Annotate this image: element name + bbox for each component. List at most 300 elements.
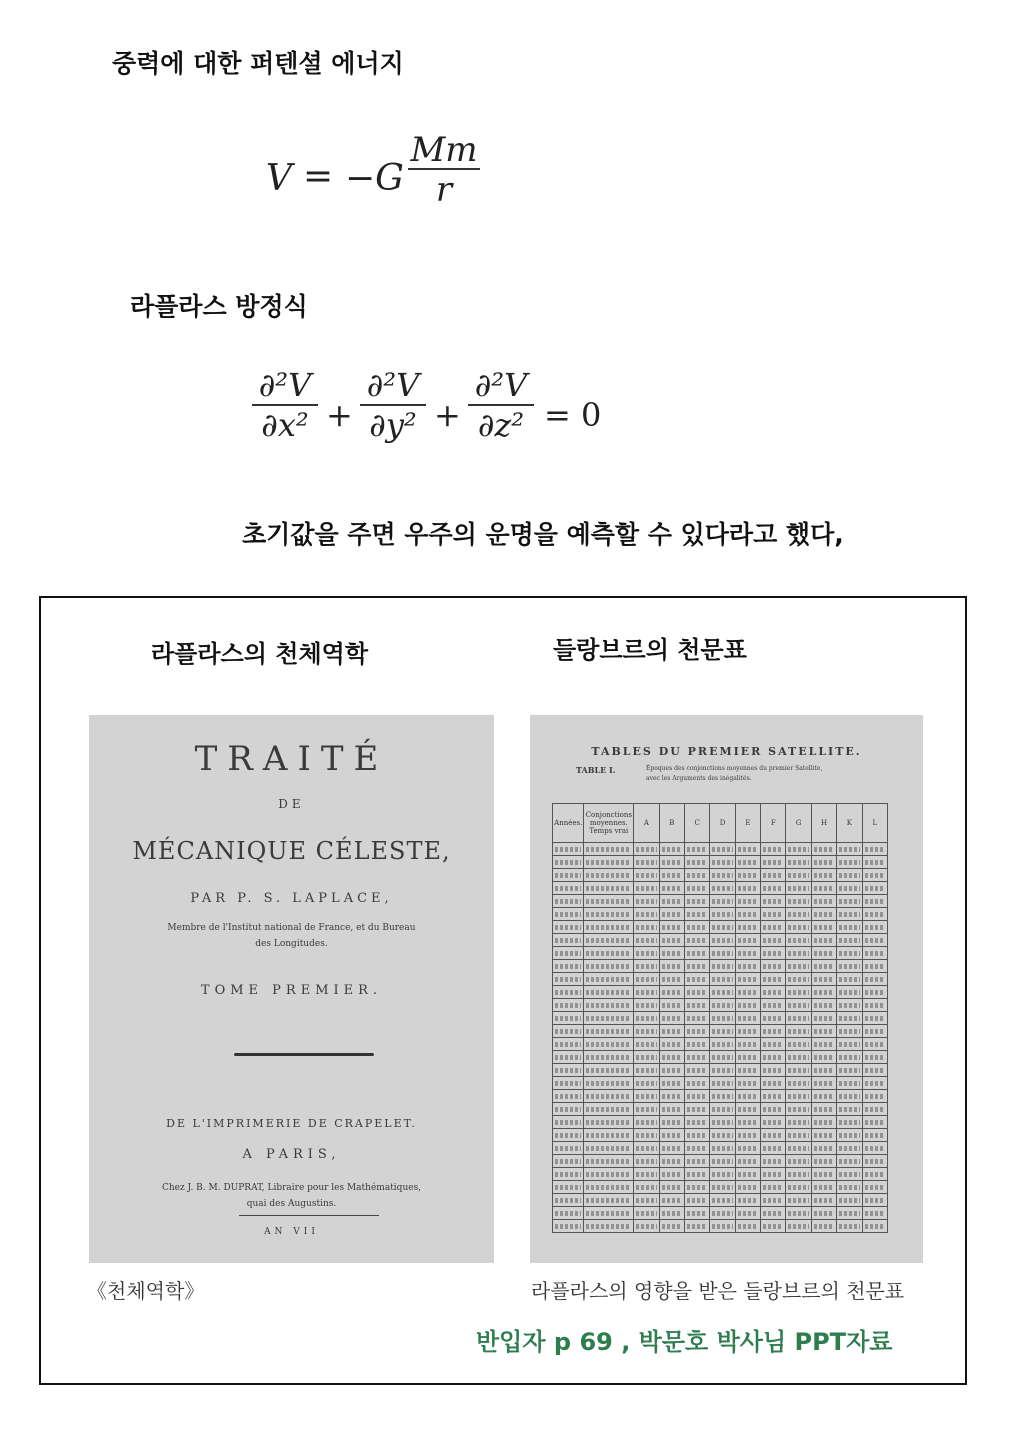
ephemeris-row: [553, 960, 888, 973]
ephemeris-cell: [837, 869, 862, 882]
left-panel-title: 라플라스의 천체역학: [151, 640, 369, 668]
ephemeris-cell: [837, 1090, 862, 1103]
ephemeris-cell: [584, 1038, 634, 1051]
ephemeris-cell: [786, 869, 811, 882]
ephemeris-cell: [584, 1194, 634, 1207]
ephemeris-cell: [761, 999, 786, 1012]
ephemeris-cell: [837, 856, 862, 869]
ephemeris-cell: [862, 1116, 887, 1129]
ephemeris-cell: [862, 1012, 887, 1025]
ephemeris-cell: [761, 1090, 786, 1103]
ephemeris-cell: [553, 843, 584, 856]
ephemeris-cell: [786, 843, 811, 856]
ephemeris-cell: [735, 1142, 760, 1155]
ephemeris-cell: [837, 1064, 862, 1077]
ephemeris-cell: [659, 1142, 684, 1155]
ephemeris-cell: [837, 843, 862, 856]
ephemeris-cell: [811, 1012, 836, 1025]
ephemeris-cell: [837, 947, 862, 960]
ephemeris-cell: [659, 1025, 684, 1038]
ephemeris-cell: [786, 1116, 811, 1129]
photo-tome: TOME PREMIER.: [200, 983, 383, 998]
ephemeris-row: [553, 1090, 888, 1103]
table-desc-line2: avec les Arguments des inégalités.: [646, 775, 752, 782]
ornamental-rule: [234, 1053, 374, 1056]
ephemeris-cell: [862, 843, 887, 856]
ephemeris-cell: [659, 1181, 684, 1194]
ephemeris-cell: [684, 1025, 709, 1038]
ephemeris-cell: [634, 869, 659, 882]
ephemeris-cell: [786, 1051, 811, 1064]
ephemeris-cell: [862, 1207, 887, 1220]
ephemeris-cell: [735, 1155, 760, 1168]
ephemeris-cell: [584, 843, 634, 856]
ephemeris-cell: [837, 1025, 862, 1038]
ephemeris-col-header: G: [786, 804, 811, 843]
ephemeris-cell: [659, 921, 684, 934]
ephemeris-cell: [811, 1181, 836, 1194]
ephemeris-cell: [684, 895, 709, 908]
ephemeris-cell: [684, 1155, 709, 1168]
ephemeris-cell: [634, 1181, 659, 1194]
tables-title: TABLES DU PREMIER SATELLITE.: [591, 745, 862, 758]
ephemeris-col-header: L: [862, 804, 887, 843]
ephemeris-cell: [735, 986, 760, 999]
ephemeris-col-header: K: [837, 804, 862, 843]
ephemeris-cell: [735, 1038, 760, 1051]
ephemeris-cell: [837, 1220, 862, 1233]
ephemeris-cell: [684, 856, 709, 869]
table-desc-line1: Époques des conjonctions moyennes du premier Satellite,: [646, 765, 823, 772]
ephemeris-cell: [811, 1168, 836, 1181]
ephemeris-cell: [862, 1064, 887, 1077]
ephemeris-cell: [710, 921, 735, 934]
ephemeris-cell: [584, 1181, 634, 1194]
ephemeris-cell: [684, 1051, 709, 1064]
right-photo-caption: 라플라스의 영향을 받은 들랑브르의 천문표: [531, 1279, 905, 1303]
ephemeris-cell: [811, 1129, 836, 1142]
ephemeris-cell: [811, 1051, 836, 1064]
ephemeris-cell: [584, 1142, 634, 1155]
ephemeris-cell: [684, 843, 709, 856]
ephemeris-cell: [761, 1220, 786, 1233]
laplace-term-z: [468, 366, 534, 444]
ephemeris-cell: [761, 960, 786, 973]
ephemeris-col-header: E: [735, 804, 760, 843]
ephemeris-cell: [684, 986, 709, 999]
ephemeris-cell: [811, 1207, 836, 1220]
ephemeris-cell: [735, 895, 760, 908]
formula-numerator: Mm: [410, 130, 478, 170]
laplace-term-z-numerator: ∂²V: [474, 366, 528, 404]
ephemeris-row: [553, 1077, 888, 1090]
ephemeris-cell: [584, 921, 634, 934]
ephemeris-table: [552, 803, 888, 1233]
ephemeris-cell: [684, 1064, 709, 1077]
ephemeris-cell: [786, 1168, 811, 1181]
ephemeris-cell: [811, 999, 836, 1012]
photo-title: TRAITÉ: [194, 739, 389, 779]
ephemeris-cell: [761, 1077, 786, 1090]
ephemeris-cell: [761, 1012, 786, 1025]
ephemeris-col-header: C: [684, 804, 709, 843]
ephemeris-cell: [634, 1090, 659, 1103]
ephemeris-cell: [761, 1064, 786, 1077]
ephemeris-cell: [837, 882, 862, 895]
formula-denominator: r: [435, 170, 453, 210]
ephemeris-cell: [735, 973, 760, 986]
ephemeris-cell: [553, 895, 584, 908]
ephemeris-cell: [862, 908, 887, 921]
formula-coeff: −G: [345, 158, 404, 199]
ephemeris-cell: [786, 882, 811, 895]
ephemeris-row: [553, 986, 888, 999]
ephemeris-cell: [862, 1181, 887, 1194]
ephemeris-cell: [684, 921, 709, 934]
ephemeris-cell: [735, 1064, 760, 1077]
ephemeris-cell: [735, 882, 760, 895]
ephemeris-cell: [710, 1168, 735, 1181]
ephemeris-cell: [584, 960, 634, 973]
ephemeris-cell: [837, 921, 862, 934]
source-credit: 반입자 p 69 , 박문호 박사님 PPT자료: [476, 1328, 893, 1356]
ephemeris-cell: [862, 1168, 887, 1181]
ephemeris-cell: [735, 1025, 760, 1038]
ephemeris-cell: [811, 921, 836, 934]
ephemeris-cell: [786, 947, 811, 960]
ephemeris-cell: [786, 1194, 811, 1207]
ephemeris-cell: [862, 1129, 887, 1142]
ephemeris-cell: [862, 1077, 887, 1090]
ephemeris-cell: [735, 947, 760, 960]
ephemeris-cell: [553, 1207, 584, 1220]
ephemeris-col-header: Années.: [553, 804, 584, 843]
ephemeris-cell: [811, 1064, 836, 1077]
ephemeris-row: [553, 1064, 888, 1077]
ephemeris-cell: [584, 1064, 634, 1077]
ephemeris-cell: [634, 1155, 659, 1168]
ephemeris-cell: [735, 1129, 760, 1142]
ephemeris-cell: [684, 1090, 709, 1103]
ephemeris-cell: [710, 1038, 735, 1051]
ephemeris-cell: [862, 1051, 887, 1064]
ephemeris-cell: [837, 973, 862, 986]
ephemeris-cell: [735, 843, 760, 856]
ephemeris-cell: [553, 1116, 584, 1129]
ephemeris-cell: [710, 1142, 735, 1155]
ephemeris-cell: [659, 908, 684, 921]
ephemeris-cell: [837, 1142, 862, 1155]
ephemeris-cell: [659, 869, 684, 882]
ephemeris-cell: [735, 1194, 760, 1207]
ephemeris-cell: [659, 1051, 684, 1064]
ephemeris-cell: [553, 882, 584, 895]
ephemeris-cell: [553, 947, 584, 960]
ephemeris-col-header: A: [634, 804, 659, 843]
ephemeris-row: [553, 869, 888, 882]
ephemeris-cell: [761, 934, 786, 947]
ephemeris-cell: [811, 1025, 836, 1038]
ephemeris-cell: [761, 882, 786, 895]
ephemeris-row: [553, 1168, 888, 1181]
ephemeris-row: [553, 908, 888, 921]
ephemeris-cell: [811, 1038, 836, 1051]
ephemeris-cell: [584, 1051, 634, 1064]
ephemeris-cell: [761, 1103, 786, 1116]
ephemeris-cell: [659, 843, 684, 856]
ephemeris-cell: [584, 999, 634, 1012]
ephemeris-cell: [553, 1220, 584, 1233]
ephemeris-cell: [584, 882, 634, 895]
ephemeris-cell: [634, 1129, 659, 1142]
ephemeris-cell: [634, 1168, 659, 1181]
formula-equals: =: [303, 156, 334, 197]
ephemeris-cell: [862, 1090, 887, 1103]
image-panel: [39, 596, 967, 1385]
ephemeris-cell: [684, 1077, 709, 1090]
ephemeris-cell: [553, 1129, 584, 1142]
ephemeris-cell: [710, 1181, 735, 1194]
ephemeris-cell: [786, 908, 811, 921]
ephemeris-cell: [837, 1168, 862, 1181]
ephemeris-row: [553, 1220, 888, 1233]
ephemeris-cell: [811, 1155, 836, 1168]
ephemeris-row: [553, 882, 888, 895]
ephemeris-cell: [761, 869, 786, 882]
ephemeris-cell: [584, 856, 634, 869]
ephemeris-cell: [634, 1194, 659, 1207]
ephemeris-cell: [862, 1142, 887, 1155]
ephemeris-cell: [862, 882, 887, 895]
ephemeris-cell: [634, 882, 659, 895]
ephemeris-cell: [584, 934, 634, 947]
laplace-term-x-numerator: ∂²V: [258, 366, 312, 404]
ephemeris-cell: [811, 1103, 836, 1116]
ephemeris-cell: [761, 1194, 786, 1207]
ephemeris-cell: [862, 1155, 887, 1168]
ephemeris-row: [553, 1025, 888, 1038]
ephemeris-row: [553, 895, 888, 908]
ephemeris-cell: [786, 973, 811, 986]
ephemeris-cell: [786, 1077, 811, 1090]
ephemeris-cell: [735, 1090, 760, 1103]
ephemeris-cell: [786, 856, 811, 869]
ephemeris-cell: [710, 986, 735, 999]
ephemeris-cell: [684, 947, 709, 960]
ephemeris-cell: [684, 1103, 709, 1116]
laplace-rhs: = 0: [544, 396, 602, 434]
ephemeris-cell: [584, 1090, 634, 1103]
ephemeris-cell: [659, 1064, 684, 1077]
laplace-term-y: [360, 366, 426, 444]
ephemeris-cell: [553, 869, 584, 882]
ephemeris-cell: [684, 1129, 709, 1142]
ephemeris-cell: [862, 1025, 887, 1038]
ephemeris-cell: [659, 1129, 684, 1142]
ephemeris-cell: [710, 1077, 735, 1090]
ephemeris-cell: [786, 1012, 811, 1025]
ephemeris-cell: [553, 986, 584, 999]
ephemeris-row: [553, 1155, 888, 1168]
ephemeris-cell: [684, 973, 709, 986]
ephemeris-row: [553, 1142, 888, 1155]
ephemeris-cell: [837, 1051, 862, 1064]
ephemeris-cell: [710, 1103, 735, 1116]
ephemeris-cell: [634, 1116, 659, 1129]
ephemeris-cell: [837, 1194, 862, 1207]
photo-member-line1: Membre de l'Institut national de France, et du Bureau: [167, 923, 416, 933]
laplace-term-z-denominator: ∂z²: [477, 406, 525, 444]
ephemeris-col-header: Conjonctions moyennes. Temps vrai: [584, 804, 634, 843]
ephemeris-cell: [811, 856, 836, 869]
ephemeris-cell: [710, 973, 735, 986]
ephemeris-cell: [761, 856, 786, 869]
ephemeris-cell: [862, 895, 887, 908]
ephemeris-cell: [811, 1090, 836, 1103]
ephemeris-cell: [684, 1194, 709, 1207]
ephemeris-cell: [811, 947, 836, 960]
ephemeris-cell: [553, 960, 584, 973]
laplace-term-y-denominator: ∂y²: [369, 406, 417, 444]
photo-subtitle: MÉCANIQUE CÉLESTE,: [132, 837, 451, 865]
ephemeris-cell: [634, 908, 659, 921]
ephemeris-cell: [634, 934, 659, 947]
ephemeris-cell: [735, 1220, 760, 1233]
plus-sign-1: +: [326, 396, 353, 434]
ephemeris-cell: [684, 1207, 709, 1220]
ephemeris-cell: [684, 1142, 709, 1155]
ephemeris-cell: [837, 1207, 862, 1220]
ephemeris-cell: [837, 895, 862, 908]
ephemeris-row: [553, 1103, 888, 1116]
ephemeris-cell: [735, 921, 760, 934]
ephemeris-cell: [634, 856, 659, 869]
ephemeris-col-header: F: [761, 804, 786, 843]
ephemeris-cell: [584, 1077, 634, 1090]
ephemeris-cell: [684, 882, 709, 895]
ephemeris-cell: [837, 960, 862, 973]
ephemeris-cell: [710, 856, 735, 869]
ephemeris-cell: [659, 1012, 684, 1025]
ephemeris-row: [553, 999, 888, 1012]
ephemeris-cell: [786, 895, 811, 908]
ephemeris-cell: [811, 934, 836, 947]
ephemeris-cell: [862, 869, 887, 882]
ephemeris-cell: [710, 1051, 735, 1064]
ephemeris-cell: [584, 1012, 634, 1025]
ephemeris-cell: [710, 1116, 735, 1129]
ephemeris-cell: [553, 973, 584, 986]
ephemeris-cell: [735, 960, 760, 973]
ephemeris-cell: [862, 1220, 887, 1233]
ephemeris-cell: [710, 895, 735, 908]
ephemeris-cell: [710, 1012, 735, 1025]
ephemeris-cell: [837, 986, 862, 999]
ephemeris-cell: [710, 1025, 735, 1038]
ephemeris-cell: [786, 1207, 811, 1220]
ephemeris-row: [553, 973, 888, 986]
ephemeris-cell: [811, 895, 836, 908]
ephemeris-cell: [735, 908, 760, 921]
ephemeris-cell: [634, 1220, 659, 1233]
ephemeris-cell: [862, 973, 887, 986]
ephemeris-cell: [786, 999, 811, 1012]
ephemeris-cell: [584, 869, 634, 882]
heading-laplace-equation: 라플라스 방정식: [130, 292, 308, 321]
plus-sign-2: +: [434, 396, 461, 434]
ephemeris-cell: [584, 1116, 634, 1129]
ephemeris-cell: [659, 882, 684, 895]
ephemeris-cell: [553, 1025, 584, 1038]
ephemeris-cell: [684, 1116, 709, 1129]
ephemeris-cell: [684, 960, 709, 973]
ephemeris-row: [553, 934, 888, 947]
photo-city: A PARIS,: [242, 1147, 341, 1162]
ephemeris-cell: [761, 1129, 786, 1142]
ephemeris-cell: [761, 1051, 786, 1064]
left-photo-caption: 《천체역학》: [87, 1279, 205, 1303]
ephemeris-cell: [634, 973, 659, 986]
ephemeris-cell: [634, 947, 659, 960]
ephemeris-cell: [584, 1025, 634, 1038]
ephemeris-cell: [634, 1077, 659, 1090]
ephemeris-cell: [786, 960, 811, 973]
ephemeris-cell: [786, 1155, 811, 1168]
ephemeris-cell: [761, 1038, 786, 1051]
ephemeris-cell: [710, 869, 735, 882]
ephemeris-cell: [553, 999, 584, 1012]
formula-fraction: [408, 130, 480, 210]
ephemeris-cell: [659, 1207, 684, 1220]
ephemeris-cell: [553, 1077, 584, 1090]
table-label: TABLE I.: [576, 765, 616, 775]
ephemeris-cell: [837, 1103, 862, 1116]
ephemeris-cell: [553, 934, 584, 947]
ephemeris-cell: [634, 1038, 659, 1051]
ephemeris-cell: [684, 908, 709, 921]
laplace-term-y-numerator: ∂²V: [366, 366, 420, 404]
ephemeris-cell: [761, 947, 786, 960]
ephemeris-row: [553, 1207, 888, 1220]
ephemeris-cell: [553, 1051, 584, 1064]
ephemeris-cell: [659, 1168, 684, 1181]
ephemeris-cell: [735, 1181, 760, 1194]
ephemeris-cell: [761, 1207, 786, 1220]
ephemeris-cell: [862, 986, 887, 999]
ephemeris-cell: [786, 1181, 811, 1194]
ephemeris-cell: [786, 1129, 811, 1142]
ephemeris-cell: [659, 1038, 684, 1051]
ephemeris-cell: [862, 1103, 887, 1116]
ephemeris-cell: [584, 895, 634, 908]
ephemeris-cell: [811, 1116, 836, 1129]
ephemeris-row: [553, 1116, 888, 1129]
ephemeris-cell: [786, 1103, 811, 1116]
ephemeris-cell: [786, 921, 811, 934]
ephemeris-cell: [710, 960, 735, 973]
ephemeris-cell: [659, 1090, 684, 1103]
ephemeris-cell: [811, 843, 836, 856]
ephemeris-cell: [710, 1194, 735, 1207]
ephemeris-cell: [862, 856, 887, 869]
ephemeris-cell: [786, 1142, 811, 1155]
ephemeris-col-header: B: [659, 804, 684, 843]
ephemeris-row: [553, 1051, 888, 1064]
ephemeris-cell: [584, 1220, 634, 1233]
ephemeris-cell: [837, 1012, 862, 1025]
ephemeris-cell: [684, 999, 709, 1012]
ephemeris-col-header: H: [811, 804, 836, 843]
